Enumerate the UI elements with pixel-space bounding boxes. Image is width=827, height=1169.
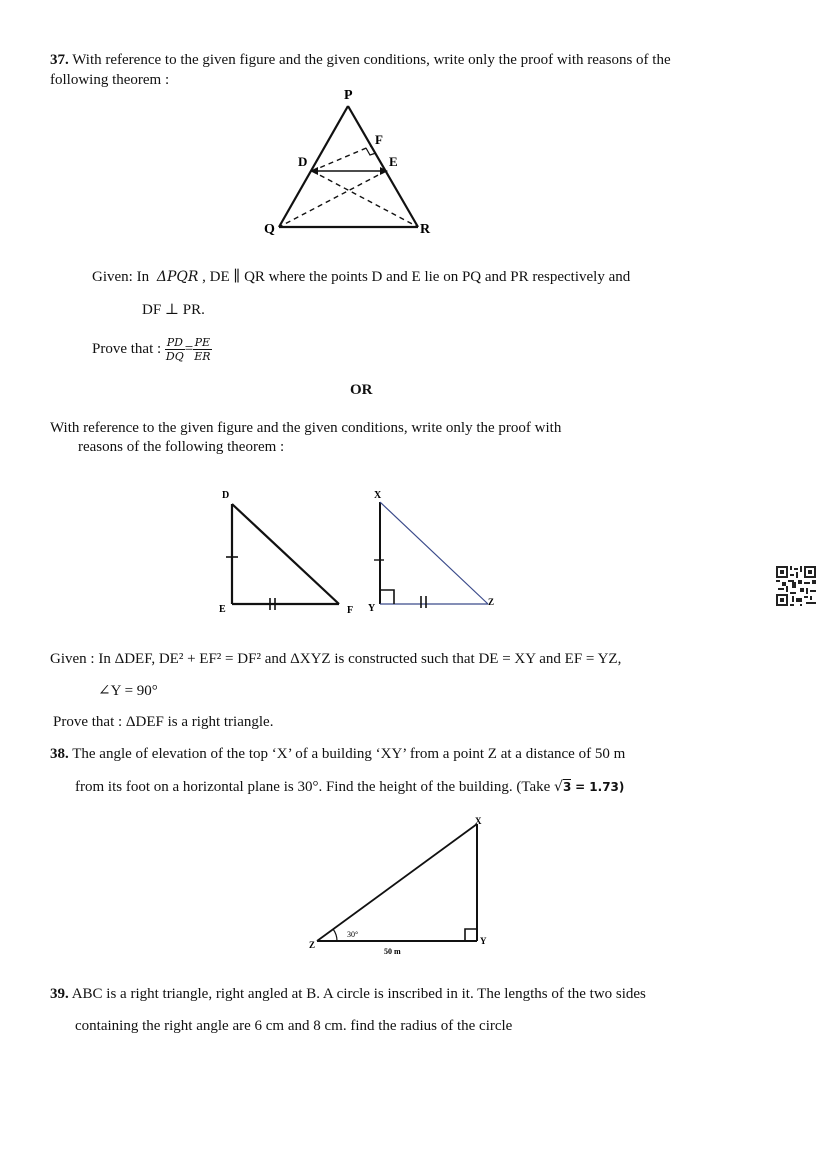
label-y2: Y [368,603,376,614]
q37-figure-triangle-xyz [364,484,504,616]
label-d: D [298,154,308,169]
label-e2: E [219,604,226,615]
q38-line2: from its foot on a horizontal plane is 30°. Find the height of the building. (Take √3 = 1.73) [75,779,625,795]
q38-number: 38. [50,746,69,762]
label-f2: F [347,605,354,616]
q39-line1: 39. ABC is a right triangle, right angled at B. A circle is inscribed in it. The lengths of the two sides [50,986,646,1002]
q38-line1: 38. The angle of elevation of the top ‘X’ of a building ‘XY’ from a point Z at a distance of 50 m [50,746,626,762]
label-y3: Y [480,936,487,946]
q39-number: 39. [50,986,69,1002]
label-p: P [344,88,353,103]
segment-df [312,146,371,171]
label-x2: X [374,490,382,501]
q37-alt-given-line2: ∠Y = 90° [98,683,158,699]
label-r: R [420,222,431,237]
q37-alt-prove: Prove that : ΔDEF is a right triangle. [53,714,274,730]
label-angle: 30° [347,930,359,939]
q37-given-line2: DF ⊥ PR. [142,302,205,318]
q37-given-line1: Given: In ΔPQR , DE ∥ QR where the points D and E lie on PQ and PR respectively and [92,269,631,285]
fraction-pd-dq: $\frac{PD}{DQ}$ [165,336,184,364]
q37-prove: Prove that : $\frac{PD}{DQ}$ = $\frac{PE}{ER}$ [92,336,211,364]
sqrt-symbol: √ [554,779,563,795]
side-pr [348,106,418,227]
label-z3: Z [309,940,316,950]
label-base: 50 m [384,947,401,956]
q37-intro-line1: 37. With reference to the given figure and the given conditions, write only the proof with reasons of the [50,52,671,68]
label-f: F [375,132,383,147]
label-e: E [389,154,398,169]
q37-intro-line2: following theorem : [50,72,170,88]
label-q: Q [264,222,275,237]
label-x3: X [475,816,482,826]
q37-figure-triangle-def [214,484,354,616]
or-divider: OR [350,382,373,398]
qr-code [776,566,816,606]
q37-alt-intro-line1: With reference to the given figure and the given conditions, write only the proof with [50,420,562,436]
label-z2: Z [488,597,495,607]
q37-alt-intro-line2: reasons of the following theorem : [78,439,285,455]
q37-figure-triangle-pqr [260,82,440,242]
q37-number: 37. [50,52,69,68]
q38-figure-building [305,810,505,960]
q37-alt-given-line1: Given : In ΔDEF, DE² + EF² = DF² and ΔXYZ is constructed such that DE = XY and EF = YZ, [50,651,622,667]
label-d2: D [222,490,230,501]
q39-line2: containing the right angle are 6 cm and 8 cm. find the radius of the circle [75,1018,513,1034]
fraction-pe-er: $\frac{PE}{ER}$ [194,336,211,364]
